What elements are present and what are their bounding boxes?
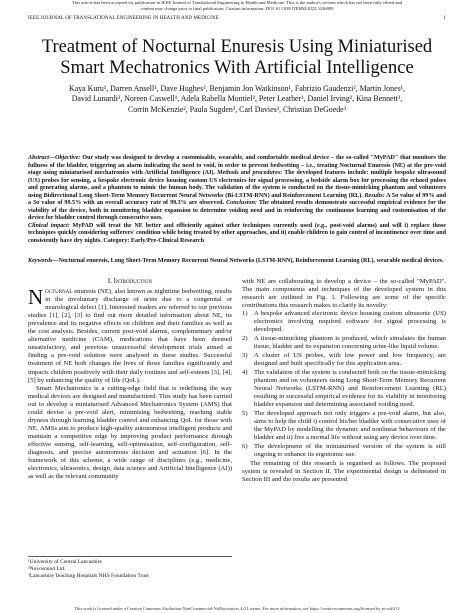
list-text: A tissue-mimicking phantom is produced, which simulates the human tissue, bladder and its expansion concerning urine-like liquid volume. bbox=[254, 335, 446, 351]
abstract-para-1 bbox=[28, 155, 446, 223]
paper-title bbox=[28, 37, 446, 79]
contributions-list bbox=[242, 310, 446, 459]
list-number: 5) bbox=[242, 409, 248, 417]
results-label: Results: bbox=[362, 192, 385, 199]
license-footer: This work is licensed under a Creative Commons Attribution-NonCommercial-NoDerivatives 4.0 License. For more information, see https://creativecommons.org/licenses/by-nc-nd/4.0/ bbox=[74, 606, 400, 611]
acceptance-notice bbox=[0, 0, 474, 11]
list-item bbox=[242, 410, 446, 442]
running-header bbox=[28, 16, 446, 21]
list-number: 6) bbox=[242, 442, 248, 450]
right-para-1: with NE are collaborating to develop a device – the so-called "MyPAD". The main components and techniques of the developed system in this research are outlined in Fig. 1. Following are some of the specific contributions this research makes to clarify its novelty: bbox=[242, 278, 446, 310]
list-text: The development of the miniaturised version of the system is still ongoing to enhance its ergonomic use. bbox=[254, 442, 446, 458]
list-number: 3) bbox=[242, 352, 248, 360]
page-number: 1 bbox=[443, 16, 446, 21]
lead-word: octurnal bbox=[45, 288, 73, 296]
conclusion-text: The obtained results demonstrate successful empirical evidence for the viability of the device, both in monitoring bladder expansion to determine voiding need and in reinforcing the continuous learning and customisation of the device for bladder control through consecutive uses. bbox=[28, 200, 446, 222]
title-line-1: Treatment of Nocturnal Enuresis Using Miniaturised bbox=[41, 37, 433, 57]
notice-line-2: content may change prior to final publication. Citation information: DOI 10.1109/JTEHM.2023.3336889 bbox=[140, 5, 334, 11]
right-para-2: The remaining of this research is organised as follows. The proposed system is revealed in Section II. The experimental design is delineated in Section III and the results are presented bbox=[242, 459, 446, 483]
list-item bbox=[242, 443, 446, 459]
list-text: A cluster of US probes, with low power and low frequency, are designed and built specifically for this application area. bbox=[254, 352, 446, 368]
affiliation-footnotes bbox=[28, 556, 232, 580]
methods-label: Methods and procedures: bbox=[215, 170, 283, 177]
intro-para-1 bbox=[28, 285, 232, 385]
clinical-label: Clinical impact: bbox=[28, 222, 70, 229]
keywords-label: Keywords— bbox=[28, 258, 59, 264]
section-heading-introduction: I. Introduction bbox=[107, 278, 153, 285]
results-text: A 5σ value of 99% and a 3σ value of 99.5% with an overall accuracy rate of 99.3% are observed. bbox=[28, 192, 447, 207]
clinical-text: MyPAD will treat the NE better and efficiently against other techniques currently used (e.g., post-void alarms) and will i) replace those techniques quickly considering sufferers' condition while being treated by other approaches, and ii) enable children to gain control of incontinence over time and consistently have dry nights. Category: Early/Pre-Clinical Research bbox=[28, 222, 446, 245]
keywords-text: Nocturnal enuresis, Long Short-Term Memory Recurrent Neural Networks (LSTM-RNN), Reinforcement Learning (RL), wearable medical devices. bbox=[58, 258, 444, 264]
authors-line-2: David Lunardi², Noreen Caswell¹, Adela Rabella Montiel², Peter Leather¹, Daniel Irving², Kina Bennett³, bbox=[71, 94, 403, 104]
methods-text: The developed features include: multiple bespoke ultrasound (US) probes for sensing, a bespoke electronic device housing custom US electronics for signal processing, a bedside alarm box for processing the echoed pulses and generating alarms, and a phantom to mimic the human body. The validation of the system is conducted on the tissue-mimicking phantom and volunteers using Bidirectional Long Short-Term Memory Recurrent Neural Networks (Bi-LSTM-RNN) and Reinforcement Learning (RL). bbox=[28, 170, 446, 199]
intro-para-2: Smart Mechatronics is a cutting-edge field that is redefining the way medical devices are designed and manufactured. This study has been carried out to develop a miniaturised Advanced Mechatronics System (AMS) that could devise a pre-void alert, minimising bedwetting, reaching stable dryness through learning bladder control and enhancing QoL for those with NE. AMSs aim to produce high-quality autonomous intelligent products and maintain a competitive edge by improving product performance through effective sensing, self-learning, self-optimisation, self-configuration, self-diagnosis, and precise autonomous decision and actuation [6]. In the framework of this scheme, a wide range of disciplines (e.g., medicine, electronics, ultrasonics, design, data science and Artificial Intelligence (AI)) as well as the relevant community bbox=[28, 384, 232, 481]
list-number: 1) bbox=[242, 310, 248, 318]
notice-line-1: This article has been accepted for publication in IEEE Journal of Translational Engineering in Health and Medicine. This is the author's version which has not been fully edited and bbox=[71, 0, 402, 5]
list-number: 4) bbox=[242, 368, 248, 376]
list-text: The validation of the system is conducted both on the tissue-mimicking phantom and on volunteers using Long Short-Term Memory Recurrent Neural Networks (LSTM-RNN) and Reinforcement Learning (RL) resulting in successful empirical evidence for its viability in monitoring bladder expansion and determining associated voiding need. bbox=[254, 368, 446, 409]
footnote-2: ²Novosound Ltd. bbox=[28, 565, 66, 572]
footnote-3: ³Lancashire Teaching Hospitals NHS Foundation Trust bbox=[28, 572, 149, 579]
list-item bbox=[242, 369, 446, 409]
author-list bbox=[28, 84, 446, 115]
list-number: 2) bbox=[242, 335, 248, 343]
left-column bbox=[28, 278, 232, 481]
authors-line-1: Kaya Kuru¹, Darren Ansell¹, Dave Hughes², Benjamin Jon Watkinson¹, Fabrizio Gaudenzi², Martin Jones¹, bbox=[69, 84, 405, 93]
list-item bbox=[242, 310, 446, 334]
objective-text: Our study was designed to develop a customisable, wearable, and comfortable medical device – the so-called "MyPAD" that monitors the fullness of the bladder, triggering an alarm indicating the need to void, in order to prevent bedwetting – i.e., treating Nocturnal Enuresis (NE) at the pre-void stage using miniaturised mechatronics with Artificial Intelligence (AI). bbox=[28, 155, 446, 177]
list-text: A bespoke advanced electronic device housing custom ultrasonic (US) electronics involving required software for signal processing is developed. bbox=[254, 310, 446, 334]
right-column bbox=[242, 278, 446, 484]
conclusion-label: Conclusion: bbox=[224, 200, 257, 207]
keywords bbox=[28, 258, 446, 266]
list-item bbox=[242, 352, 446, 368]
list-item bbox=[242, 335, 446, 351]
list-text: The developed approach not only triggers a pre-void alarm, but also, aims to help the child i) control his/her bladder with consecutive uses of the MyPAD by modelling the dynamic and nonlinear behaviours of the bladder and ii) live a normal life without using any device over time. bbox=[254, 409, 446, 442]
intro-para-1-text: enuresis (NE), also known as nighttime bedwetting, results in the involuntary discharge of urine due to a congenital or neurological defect [1]. Interested readers are referred to our previous studies [1], [2], [3] to find out more detailed information about NE, its prevalence and its negative effects on children and their families as well as the cost analysis. Besides, current post-void alarms, complementary and/or alternative medicine (CAM), medications that have been deemed unsatisfactory, and previous unsuccessful development trials aimed at finding a pre-void solution were analysed in these studies. Successful treatment of NE both changes the lives of those families significantly and impacts children positively with their daily routines and self-esteem [3], [4], [5] by enhancing the quality of life (QoL). bbox=[28, 288, 232, 384]
abstract-para-2 bbox=[28, 223, 446, 246]
footnote-1: ¹University of Central Lancashire bbox=[28, 559, 102, 565]
journal-name: IEEE JOURNAL OF TRANSLATIONAL ENGINEERING IN HEALTH AND MEDICINE bbox=[28, 16, 219, 21]
authors-line-3: Corrin McKenzie², Paula Sugden³, Carl Davies³, Christian DeGoede³ bbox=[127, 104, 347, 114]
objective-label: Abstract—Objective: bbox=[28, 155, 81, 161]
title-line-2: Smart Mechatronics With Artificial Intelligence bbox=[60, 58, 414, 78]
abstract bbox=[28, 155, 446, 246]
drop-cap: N bbox=[28, 285, 44, 310]
